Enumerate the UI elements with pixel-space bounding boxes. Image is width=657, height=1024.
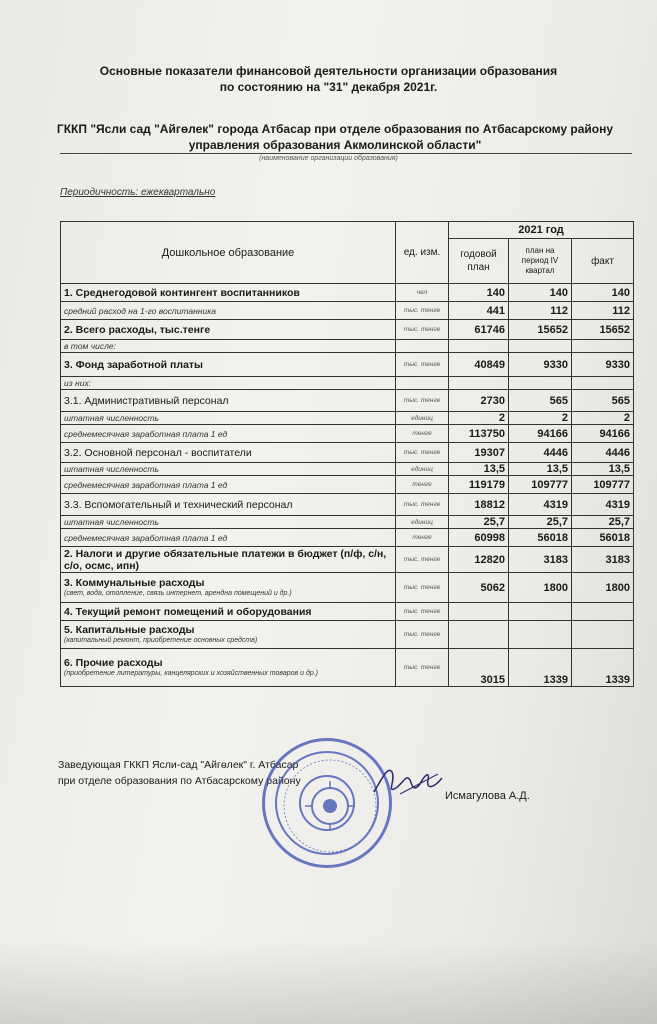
row-label-text: 3.3. Вспомогательный и технический персонал — [64, 498, 293, 511]
row-value-plan — [449, 340, 509, 353]
row-value-fact: 109777 — [572, 476, 634, 494]
document-title: Основные показатели финансовой деятельности организации образования — [99, 64, 558, 78]
row-label — [61, 320, 396, 340]
organization-name-line2: управления образования Акмолинской области" — [188, 138, 482, 152]
row-value-plan: 140 — [449, 284, 509, 302]
table-row — [61, 463, 634, 476]
row-unit: тыс. тенге — [396, 353, 449, 377]
header-annual-plan: годовой план — [449, 239, 509, 284]
row-unit: чел — [396, 284, 449, 302]
row-value-fact: 4319 — [572, 494, 634, 516]
header-main: Дошкольное образование — [61, 222, 396, 284]
row-label-text: штатная численность — [64, 517, 159, 527]
table-row — [61, 476, 634, 494]
row-unit — [396, 340, 449, 353]
row-label — [61, 649, 396, 687]
row-label — [61, 284, 396, 302]
row-label-text: из них: — [64, 378, 92, 388]
row-label-text: 2. Всего расходы, тыс.тенге — [64, 323, 211, 336]
row-value-fact: 1800 — [572, 573, 634, 603]
table-row — [61, 353, 634, 377]
header-unit: ед. изм. — [396, 222, 449, 284]
document-date: по состоянию на "31" декабря 2021г. — [219, 80, 438, 94]
table-row — [61, 302, 634, 320]
organization-underline — [60, 153, 632, 154]
row-label-text: средний расход на 1-го воспитанника — [64, 305, 216, 316]
row-label — [61, 463, 396, 476]
header-fact: факт — [572, 239, 634, 284]
row-value-period: 4446 — [509, 443, 572, 463]
row-value-period: 9330 — [509, 353, 572, 377]
row-value-plan: 60998 — [449, 529, 509, 547]
row-value-fact: 1339 — [572, 649, 634, 687]
table-row — [61, 516, 634, 529]
table-header-row — [61, 222, 634, 239]
row-unit: тыс. тенге — [396, 494, 449, 516]
row-unit: тыс. тенге — [396, 547, 449, 573]
row-unit: тенге — [396, 476, 449, 494]
table-row — [61, 377, 634, 390]
row-label-text: 3. Коммунальные расходы — [64, 577, 205, 589]
row-value-period: 2 — [509, 412, 572, 425]
row-label-text: среднемесячная заработная плата 1 ед — [64, 479, 228, 490]
row-value-plan — [449, 603, 509, 621]
row-value-fact: 56018 — [572, 529, 634, 547]
organization-caption: (наименование организации образования) — [259, 155, 398, 162]
row-value-plan: 2730 — [449, 390, 509, 412]
row-label-text: 3.1. Административный персонал — [64, 394, 229, 407]
row-value-fact: 9330 — [572, 353, 634, 377]
row-label — [61, 302, 396, 320]
row-value-plan — [449, 377, 509, 390]
row-unit: тыс. тенге — [396, 302, 449, 320]
row-label — [61, 516, 396, 529]
row-unit: тыс. тенге — [396, 390, 449, 412]
row-unit: тыс. тенге — [396, 573, 449, 603]
row-value-plan: 61746 — [449, 320, 509, 340]
table-row — [61, 649, 634, 687]
row-value-period: 112 — [509, 302, 572, 320]
row-value-period — [509, 603, 572, 621]
row-value-plan: 12820 — [449, 547, 509, 573]
row-value-fact: 15652 — [572, 320, 634, 340]
row-value-plan: 113750 — [449, 425, 509, 443]
row-unit: тыс. тенге — [396, 649, 449, 687]
financial-table — [60, 221, 634, 687]
row-value-period — [509, 621, 572, 649]
table-row — [61, 603, 634, 621]
table-row — [61, 284, 634, 302]
row-value-fact: 565 — [572, 390, 634, 412]
row-value-period: 13,5 — [509, 463, 572, 476]
row-value-fact: 140 — [572, 284, 634, 302]
row-label — [61, 547, 396, 573]
row-label-text: в том числе: — [64, 341, 116, 351]
row-label — [61, 390, 396, 412]
signature-icon — [370, 758, 450, 808]
row-label — [61, 573, 396, 603]
row-value-plan: 119179 — [449, 476, 509, 494]
table-row — [61, 529, 634, 547]
row-value-period — [509, 377, 572, 390]
row-label-text: 4. Текущий ремонт помещений и оборудования — [64, 605, 312, 618]
row-value-fact: 94166 — [572, 425, 634, 443]
organization-name-line1: ГККП "Ясли сад "Айгөлек" города Атбасар при отделе образования по Атбасарскому району — [56, 122, 614, 136]
row-label — [61, 494, 396, 516]
row-value-fact — [572, 603, 634, 621]
row-value-plan: 13,5 — [449, 463, 509, 476]
row-unit: тыс. тенге — [396, 621, 449, 649]
row-label-text: 2. Налоги и другие обязательные платежи в бюджет (п/ф, с/н, с/о, осмс, ипн) — [64, 547, 387, 572]
header-year: 2021 год — [449, 222, 634, 239]
row-value-period: 140 — [509, 284, 572, 302]
row-label-text: 6. Прочие расходы — [64, 657, 163, 669]
row-label — [61, 443, 396, 463]
row-label-text: 3.2. Основной персонал - воспитатели — [64, 446, 252, 459]
row-unit: тенге — [396, 425, 449, 443]
row-sublabel: (приобретение литературы, канцелярских и хозяйственных товаров и др.) — [64, 670, 318, 677]
row-value-period — [509, 340, 572, 353]
row-label — [61, 340, 396, 353]
row-value-fact: 112 — [572, 302, 634, 320]
row-value-plan — [449, 621, 509, 649]
row-value-plan: 3015 — [449, 649, 509, 687]
row-label — [61, 529, 396, 547]
row-value-period: 25,7 — [509, 516, 572, 529]
row-label-text: 3. Фонд заработной платы — [64, 358, 204, 371]
row-value-period: 1339 — [509, 649, 572, 687]
row-label — [61, 603, 396, 621]
row-value-fact: 13,5 — [572, 463, 634, 476]
table-row — [61, 340, 634, 353]
row-label-text: 1. Среднегодовой контингент воспитанников — [64, 286, 300, 299]
row-label — [61, 476, 396, 494]
row-label — [61, 377, 396, 390]
header-period-plan: план на период IV квартал — [509, 239, 572, 284]
row-label — [61, 353, 396, 377]
row-value-plan: 5062 — [449, 573, 509, 603]
row-value-plan: 18812 — [449, 494, 509, 516]
row-value-plan: 25,7 — [449, 516, 509, 529]
page-shadow — [0, 940, 657, 1024]
footer-position: Заведующая ГККП Ясли-сад "Айгөлек" г. Атбасар — [58, 759, 299, 771]
row-unit — [396, 377, 449, 390]
row-value-fact: 3183 — [572, 547, 634, 573]
row-unit: тыс. тенге — [396, 603, 449, 621]
row-value-plan: 441 — [449, 302, 509, 320]
row-unit: тыс. тенге — [396, 443, 449, 463]
row-sublabel: (свет, вода, отопление, связь интернет, арендна помещений и др.) — [64, 590, 292, 597]
row-value-plan: 40849 — [449, 353, 509, 377]
row-value-fact: 4446 — [572, 443, 634, 463]
table-row — [61, 621, 634, 649]
row-value-fact: 2 — [572, 412, 634, 425]
table-row — [61, 412, 634, 425]
row-sublabel: (капитальный ремонт, приобретение основных средств) — [64, 637, 258, 644]
table-row — [61, 443, 634, 463]
row-unit: тенге — [396, 529, 449, 547]
row-unit: тыс. тенге — [396, 320, 449, 340]
footer-department: при отделе образования по Атбасарскому району — [58, 775, 301, 787]
row-value-fact — [572, 621, 634, 649]
row-label — [61, 412, 396, 425]
row-value-fact: 25,7 — [572, 516, 634, 529]
row-unit: единиц — [396, 463, 449, 476]
row-label-text: 5. Капитальные расходы — [64, 624, 195, 636]
table-row — [61, 494, 634, 516]
periodicity: Периодичность: ежеквартально — [60, 187, 216, 198]
table-row — [61, 320, 634, 340]
row-label-text: штатная численность — [64, 413, 159, 423]
row-value-period: 15652 — [509, 320, 572, 340]
row-value-period: 3183 — [509, 547, 572, 573]
row-value-period: 94166 — [509, 425, 572, 443]
row-unit: единиц — [396, 412, 449, 425]
row-value-plan: 19307 — [449, 443, 509, 463]
table-row — [61, 425, 634, 443]
row-label-text: среднемесячная заработная плата 1 ед — [64, 532, 228, 543]
row-value-period: 4319 — [509, 494, 572, 516]
row-value-period: 565 — [509, 390, 572, 412]
table-row — [61, 390, 634, 412]
row-label — [61, 621, 396, 649]
row-label — [61, 425, 396, 443]
table-row — [61, 573, 634, 603]
row-value-plan: 2 — [449, 412, 509, 425]
table-row — [61, 547, 634, 573]
row-label-text: штатная численность — [64, 464, 159, 474]
row-value-period: 109777 — [509, 476, 572, 494]
row-value-period: 56018 — [509, 529, 572, 547]
signer-name: Исмагулова А.Д. — [445, 790, 530, 802]
row-label-text: среднемесячная заработная плата 1 ед — [64, 428, 228, 439]
row-value-period: 1800 — [509, 573, 572, 603]
row-value-fact — [572, 340, 634, 353]
row-value-fact — [572, 377, 634, 390]
row-unit: единиц — [396, 516, 449, 529]
